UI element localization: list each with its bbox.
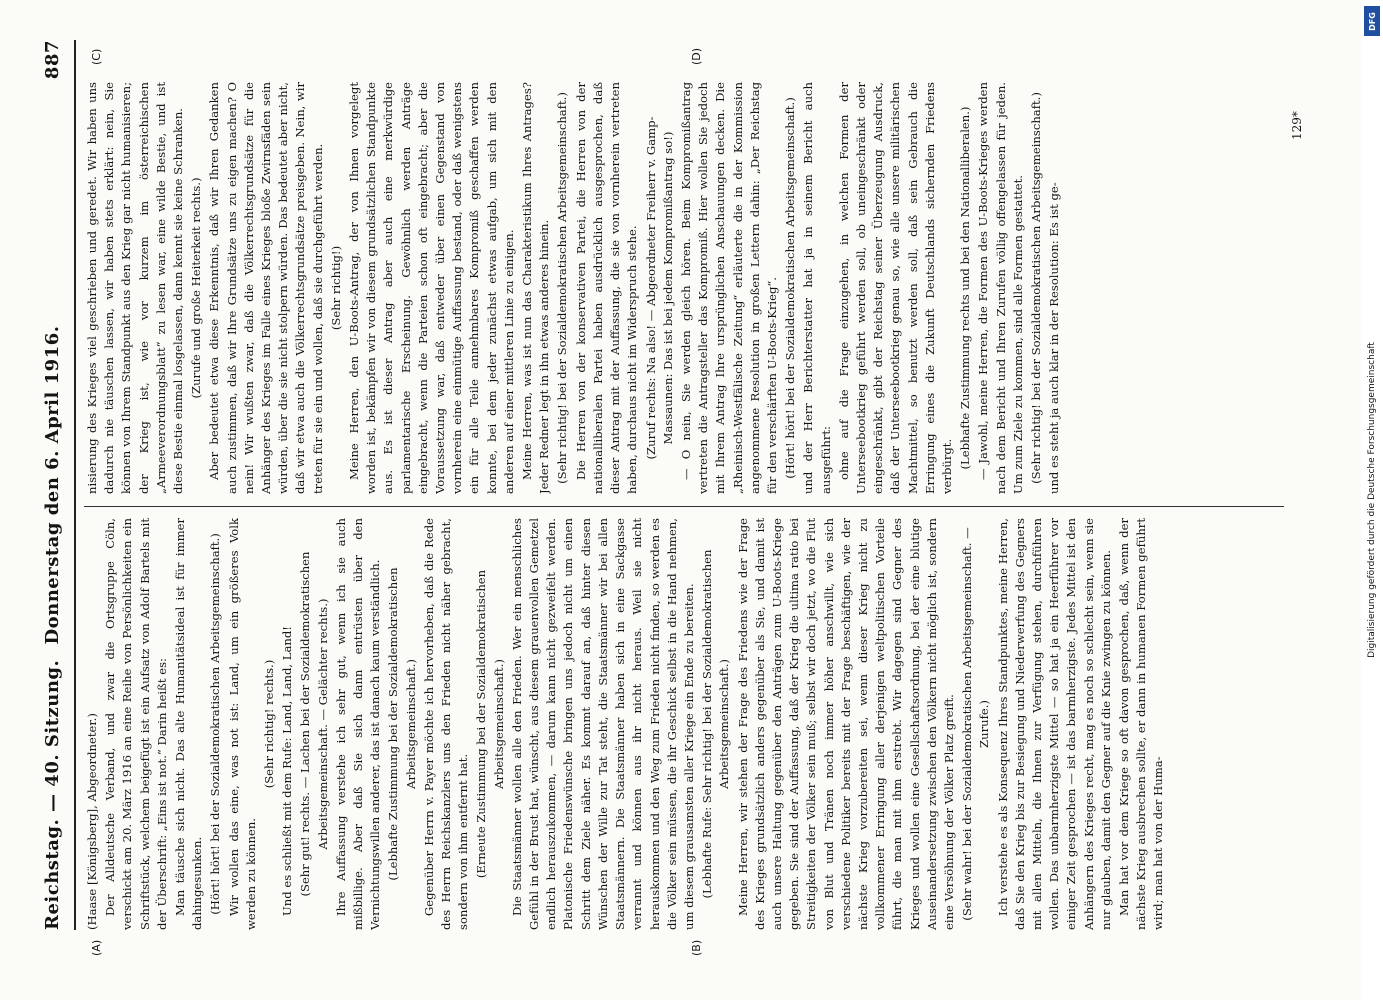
paragraph: Meine Herren, wir stehen der Frage des Friedens wie der Frage des Krieges grundsätzlich anders gegenüber als Sie, und damit ist auch unsere Haltung gegenüber den Anträgen zum U-Boots-Kriege gegeben. Sie sind der Auffassung, daß der Krieg die ultima ratio bei Streitigkeiten der Völker sein muß; selbst wir doch jetzt, wo die Flut von Blut und Tränen noch immer höher anschwillt, wie sich verschiedene Politiker bereits mit der Frage beschäftigen, wie der nächste Krieg vorzubereiten sei, wenn dieser Krieg nicht zu vollkommener Erringung aller derjenigen weltpolitischen Vorteile führt, die man mit ihm erstrebt. Wir dagegen sind Gegner des Krieges und wollen eine Gesellschaftsordnung, bei der eine blutige Auseinandersetzung zwischen den Völkern nicht möglich ist, sondern eine Versöhnung der Völker Platz greift. [735, 518, 956, 930]
header-session: Reichstag. — 40. Sitzung. [42, 659, 63, 930]
paragraph: Die Herren von der konservativen Partei, die Herren von der nationalliberalen Partei haben ausdrücklich ausgesprochen, daß dieser Antrag mit der Auffassung, die sie von vornherein vertreten haben, durchaus nicht im Widerspruch stehe. [573, 82, 640, 494]
paragraph: Meine Herren, den U-Boots-Antrag, der von Ihnen vorgelegt worden ist, bekämpfen wir von diesem grundsätzlichen Standpunkte aus. Es ist dieser Antrag aber auch eine merkwürdige parlamentarische Erscheinung. Gewöhnlich werden Anträge eingebracht, wenn die Parteien schon oft eingebracht; aber die Voraussetzung war, daß entweder über einen Gegenstand von vornherein eine einmütige Auffassung bestand, oder daß wenigstens ein für alle Teile annehmbares Kompromiß geschaffen werden konnte, bei dem jeder zunächst etwas aufgab, um sich mit den anderen auf einer mittleren Linie zu einigen. [347, 82, 516, 494]
speaker-line: (Haase [Königsberg], Abgeordneter.) [85, 713, 99, 930]
page-number: 887 [42, 40, 63, 80]
paragraph: Man hat vor dem Kriege so oft davon gesprochen, daß, wenn der nächste Krieg ausbrechen sollte, er dann in humanen Formen geführt wird; man hat von der Huma- [1116, 518, 1166, 930]
paragraph: Die Staatsmänner wollen alle den Frieden. Wer ein menschliches Gefühl in der Brust hat, wünscht, aus diesem grauenvollen Gemetzel endlich herauszukommen, — darum kann nicht gezweifelt werden. Platonische Friedenswünsche bringen uns jedoch nicht um einen Schritt dem Ziele näher. Es kommt darauf an, daß hinter diesen Wünschen der Wille zur Tat steht, die Staatsmänner wir bei allen Staatsmännern. Die Staatsmänner haben sich in eine Sackgasse verrannt und können aus ihr nicht heraus. Weil sie nicht herauskommen und den Weg zum Frieden nicht finden, so werden es die Völker sein müssen, die ihr Geschick selbst in die Hand nehmen, um diesem grausamsten aller Kriege ein Ende zu bereiten. [509, 518, 696, 930]
interjection: (Zuruf rechts: Na also! — Abgeordneter Freiherr v. Gamp-Massaunen: Das ist bei jedem Kompromißantrag so!) [643, 116, 675, 460]
dfg-logo [1364, 6, 1380, 36]
signature-number: 129* [1290, 111, 1304, 140]
interjection: (Sehr wahr! bei der Sozialdemokratischen Arbeitsgemeinschaft. — Zurufe.) [960, 527, 992, 921]
margin-marker-d: (D) [690, 47, 703, 65]
margin-marker-b: (B) [690, 939, 703, 956]
interjection: (Lebhafte Zustimmung rechts und bei den Nationalliberalen.) [958, 106, 973, 470]
interjection: (Sehr richtig! bei der Sozialdemokratischen Arbeitsgemeinschaft.) [1028, 92, 1043, 484]
header-rule [74, 40, 76, 930]
paragraph: — O nein, Sie werden gleich hören. Beim Kompromißantrag vertreten die Antragsteller das Kompromiß. Hier wollen Sie jedoch mit Ihrem Antrag Ihre ursprünglichen Anschauungen decken. Die „Rheinisch-Westfälische Zeitung“ erläuterte die in der Kommission angenommene Resolution in großen Lettern dahin: „Der Reichstag für den verschärften U-Boots-Krieg“. [678, 82, 779, 494]
paragraph: Ihre Auffassung verstehe ich sehr gut, wenn ich sie auch mißbillige. Aber daß Sie sich dann entrüsten über den Vernichtungswillen anderer, das ist danach kaum verständlich. [333, 518, 383, 930]
page-header [42, 40, 70, 930]
interjection: (Sehr richtig! rechts.) [262, 659, 277, 789]
margin-marker-a: (A) [90, 939, 103, 956]
quote: ohne auf die Frage einzugehen, in welchen Formen der Unterseebootkrieg geführt werden soll, ob uneingeschränkt oder eingeschränkt, gibt der Reichstag seiner Überzeugung Ausdruck, daß der Unterseebootkrieg genau so, wie alle unsere militärischen Machtmittel, so benutzt werden soll, daß sein Gebrauch die Erringung eines die Zukunft Deutschlands sichernden Friedens verbürgt. [836, 82, 954, 494]
digitization-credit: Digitalisierung gefördert durch die Deutsche Forschungsgemeinschaft [1367, 342, 1377, 658]
dfg-logo-text: DFG [1367, 11, 1377, 31]
paragraph: — Jawohl, meine Herren, die Formen des U-Boots-Krieges werden nach dem Bericht und Ihren Zurufen völlig offengelassen für jeden. Um zum Ziele zu kommen, sind alle Formen gestattet. [976, 82, 1025, 494]
paragraph: und der Herr Berichterstatter hat ja in seinem Bericht auch ausgeführt: [801, 82, 833, 494]
margin-marker-c: (C) [90, 48, 103, 65]
quote: Man täusche sich nicht. Das alte Humanitätsideal ist für immer dahingesunken. [173, 518, 205, 930]
paragraph: Aber bedeutet etwa diese Erkenntnis, daß wir Ihren Gedanken auch zustimmen, daß wir Ihre Grundsätze uns zu eigen machen? O nein! Wir wußten zwar, daß die Völkerrechtsgrundsätze für die Anhänger des Krieges im Falle eines Krieges bloße Zwirnsfäden sein würden, über die sie nicht stolpern würden. Das bedeutet aber nicht, daß wir etwa auch die Völkerrechtsgrundsätze preisgeben. Nein, wir treten für sie ein und wollen, daß sie durchgeführt werden. [207, 82, 325, 494]
interjection: (Sehr richtig! bei der Sozialdemokratischen Arbeitsgemeinschaft.) [555, 92, 570, 484]
right-column [84, 82, 1284, 494]
quote: Wir wollen das eine, was not ist: Land, um ein größeres Volk werden zu können. [226, 518, 258, 930]
paragraph: Gegenüber Herrn v. Payer möchte ich hervorheben, daß die Rede des Herrn Reichskanzlers uns den Frieden nicht näher gebracht, sondern von ihm entfernt hat. [421, 518, 471, 930]
paragraph: Meine Herren, was ist nun das Charakteristikum Ihres Antrages? Jeder Redner legt in ihn etwas anderes hinein. [520, 82, 552, 494]
paragraph: und es steht ja auch klar in der Resolution: Es ist ge- [1047, 182, 1062, 494]
header-date: Donnerstag den 6. April 1916. [42, 325, 63, 645]
interjection: (Erneute Zustimmung bei der Sozialdemokratischen Arbeitsgemeinschaft.) [474, 569, 506, 879]
paragraph: Und es schließt mit dem Rufe: Land, Land, Land! [280, 626, 295, 916]
paragraph: Der Alldeutsche Verband, und zwar die Ortsgruppe Cöln, verschickt am 20. März 1916 an eine Reihe von Persönlichkeiten ein Schriftstück, welchem beigefügt ist ein Aufsatz von Adolf Bartels mit der Überschrift: „Eins ist not.“ Darin heißt es: [103, 518, 169, 930]
paragraph: nisierung des Krieges viel geschrieben und geredet. Wir haben uns dadurch nie täuschen lassen, wir haben stets erklärt: nein, Sie können von Ihrem Standpunkt aus den Krieg gar nicht humanisieren; der Krieg ist, wie vor kurzem im österreichischen „Armeeverordnungsblatt“ zu lesen war, eine wilde Bestie, und ist diese Bestie einmal losgelassen, dann kennt sie keine Schranken. [85, 82, 186, 494]
interjection: (Lebhafte Rufe: Sehr richtig! bei der Sozialdemokratischen Arbeitsgemeinschaft.) [700, 549, 732, 899]
interjection: (Sehr richtig!) [328, 245, 343, 331]
left-column [84, 518, 1284, 930]
interjection: (Zurufe und große Heiterkeit rechts.) [189, 177, 204, 399]
interjection: (Hört! hört! bei der Sozialdemokratischen Arbeitsgemeinschaft.) [208, 533, 223, 915]
interjection: (Hört! hört! bei der Sozialdemokratischen Arbeitsgemeinschaft.) [783, 97, 798, 479]
interjection: (Lebhafte Zustimmung bei der Sozialdemokratischen Arbeitsgemeinschaft.) [386, 567, 418, 881]
paragraph: Ich verstehe es als Konsequenz Ihres Standpunktes, meine Herren, daß Sie den Krieg bis zur Besiegung und Niederwerfung des Gegners mit allen Mitteln, die Ihnen zur Verfügung stehen, durchführen wollen. Das unbarmherzigste Mittel — so hat ja ein Heerführer vor einiger Zeit gesprochen — ist das barmherzigste. Jedes Mittel ist den Anhängern des Krieges recht, mag es noch so schlecht sein, wenn sie nur glauben, damit den Gegner auf die Knie zwingen zu können. [995, 518, 1113, 930]
interjection: (Sehr gut! rechts. — Lachen bei der Sozialdemokratischen Arbeitsgemeinschaft. — Gelächter rechts.) [298, 551, 330, 897]
column-divider [84, 506, 1284, 507]
